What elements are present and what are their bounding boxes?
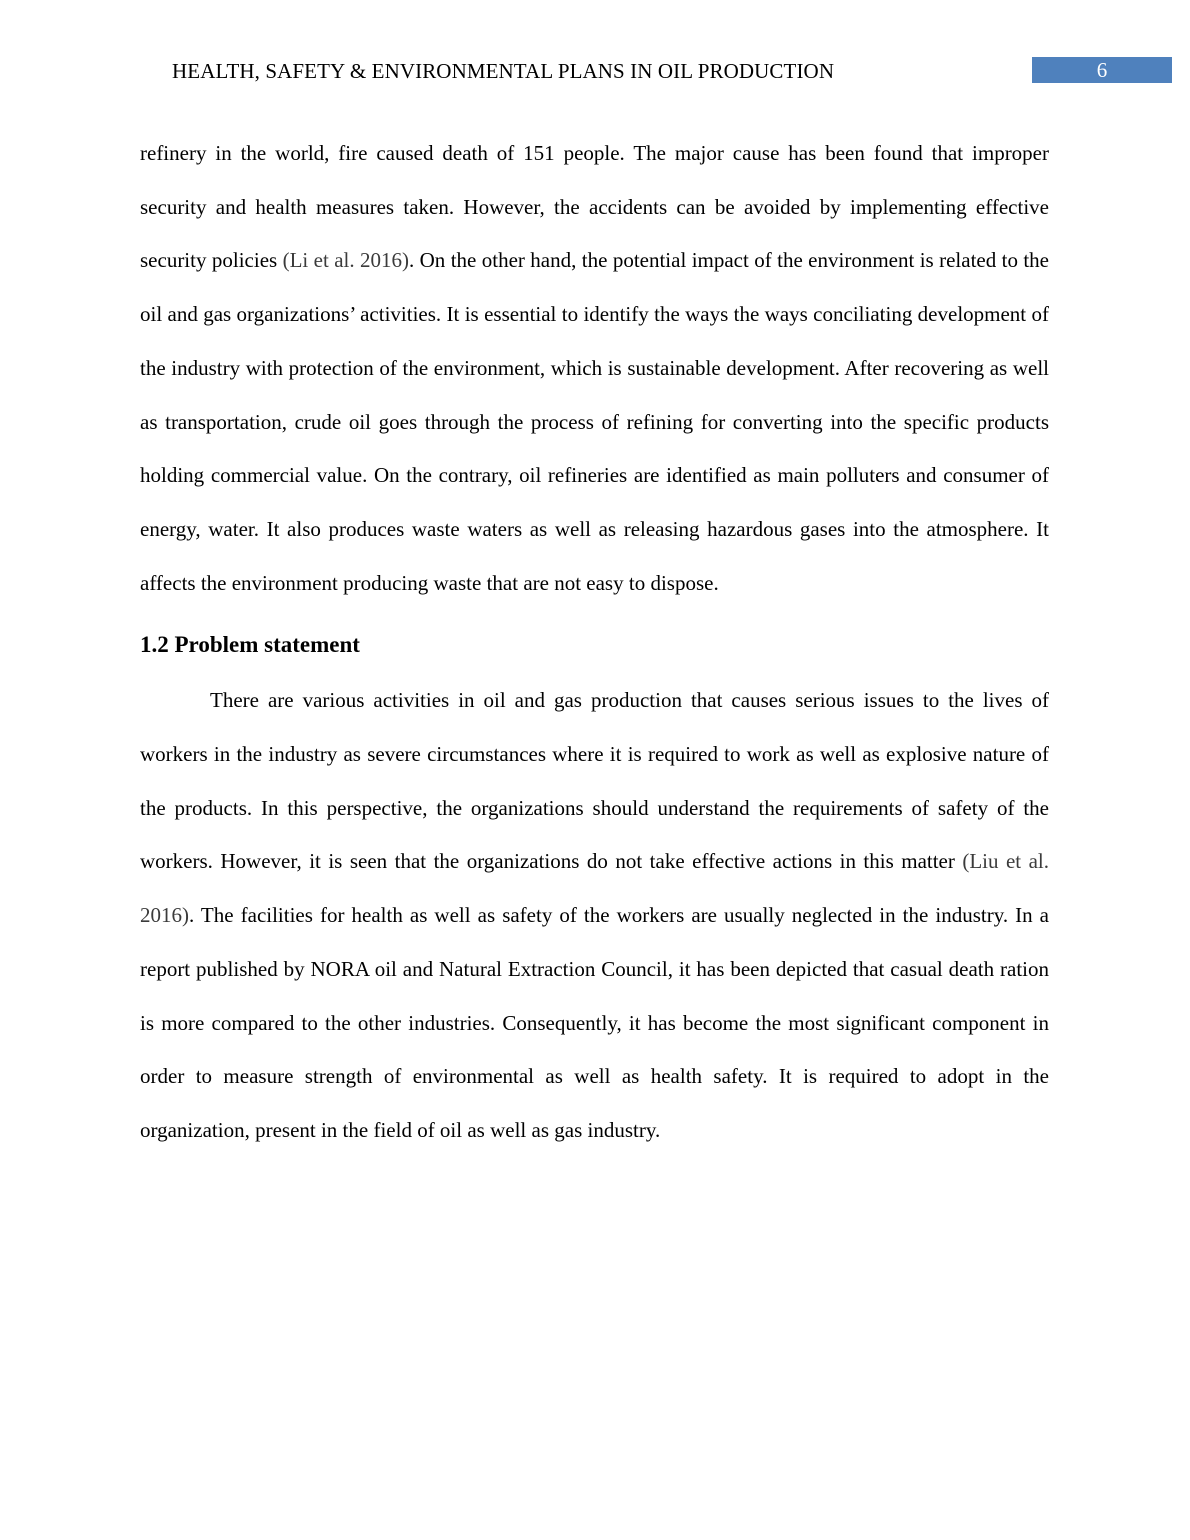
citation-liu-2016: (Liu et al. 2016)	[140, 849, 1049, 928]
paragraph-text: There are various activities in oil and gas production that causes serious issues to the lives of workers in the industry as severe circumstances where it is required to work as well as explosive nature of the products. In this perspective, the organizations should understand the requirements of safety of the workers. However, it is seen that the organizations do not take effective actions in this matter	[140, 688, 1049, 874]
paragraph-text: . The facilities for health as well as safety of the workers are usually neglected in the industry. In a report published by NORA oil and Natural Extraction Council, it has been depicted that casual death ration is more compared to the other industries. Consequently, it has become the most significant component in order to measure strength of environmental as well as health safety. It is required to adopt in the organization, present in the field of oil as well as gas industry.	[140, 903, 1049, 1142]
document-body	[140, 127, 1049, 1158]
paragraph-problem-statement	[140, 674, 1049, 1157]
paragraph-continuation	[140, 127, 1049, 610]
paragraph-text: refinery in the world, fire caused death of 151 people. The major cause has been found that improper security and health measures taken. However, the accidents can be avoided by implementing effective security policies	[140, 141, 1049, 273]
citation-li-2016: (Li et al. 2016)	[282, 248, 409, 273]
running-header: HEALTH, SAFETY & ENVIRONMENTAL PLANS IN OIL PRODUCTION	[172, 59, 835, 83]
section-heading: 1.2 Problem statement	[140, 632, 360, 658]
paragraph-text: . On the other hand, the potential impact of the environment is related to the oil and gas organizations’ activities. It is essential to identify the ways the ways conciliating development of the industry with protection of the environment, which is sustainable development. After recovering as well as transportation, crude oil goes through the process of refining for converting into the specific products holding commercial value. On the contrary, oil refineries are identified as main polluters and consumer of energy, water. It also produces waste waters as well as releasing hazardous gases into the atmosphere. It affects the environment producing waste that are not easy to dispose.	[140, 248, 1050, 595]
page-number: 6	[1032, 57, 1172, 83]
